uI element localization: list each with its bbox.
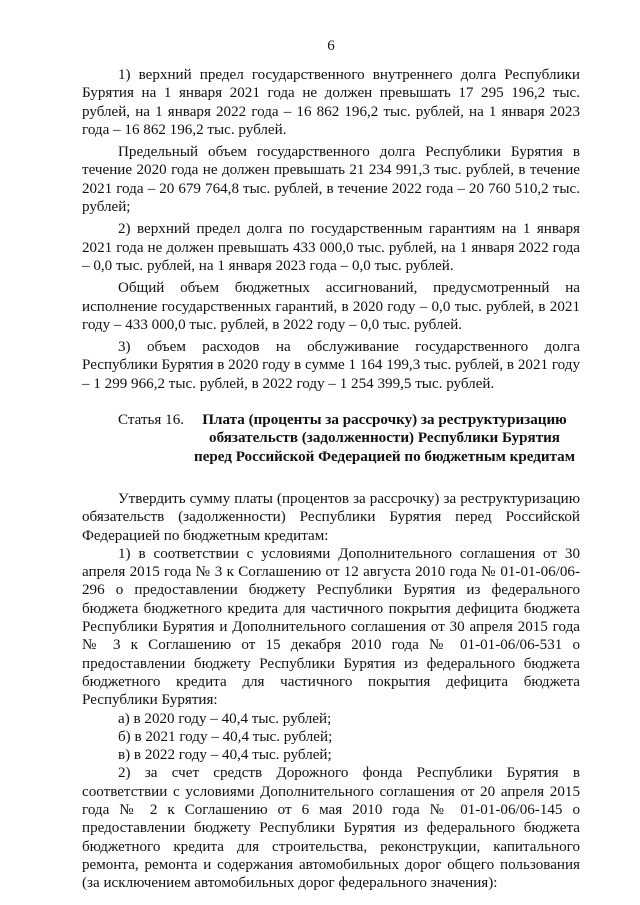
paragraph-debt-service: 3) объем расходов на обслуживание государственного долга Республики Бурятия в 2020 году в сумме 1 164 199,3 тыс. рублей, в 2021 году – 1 299 966,2 тыс. рублей, в 2022 году – 1 254 399,5 тыс. рублей. — [82, 339, 580, 392]
article-label: Статья 16. — [118, 412, 185, 429]
paragraph-guarantee-allocations: Общий объем бюджетных ассигнований, предусмотренный на исполнение государственных гарантий, в 2020 году – 0,0 тыс. рублей, в 2021 году – 433 000,0 тыс. рублей, в 2022 году – 0,0 тыс. рублей. — [82, 280, 580, 333]
article-item-2: 2) за счет средств Дорожного фонда Республики Бурятия в соответствии с условиями Дополнительного соглашения от 20 апреля 2015 года № 2 к Соглашению от 6 мая 2010 года № 01-01-06/06-145 о предоставлении бюджету Республики Бурятия из федерального бюджета бюджетного кредита для строительства, реконструкции, капитального ремонта, ремонта и содержания автомобильных дорог общего пользования (за исключением автомобильных дорог федерального значения): — [82, 765, 580, 892]
article-heading — [82, 411, 580, 466]
paragraph-debt-limit: 1) верхний предел государственного внутреннего долга Республики Бурятия на 1 января 2021 года не должен превышать 17 295 196,2 тыс. рублей, на 1 января 2022 года – 16 862 196,2 тыс. рублей, на 1 января 2023 года – 16 862 196,2 тыс. рублей. — [82, 67, 580, 138]
paragraph-guarantee-limit: 2) верхний предел долга по государственным гарантиям на 1 января 2021 года не должен превышать 433 000,0 тыс. рублей, на 1 января 2022 года – 0,0 тыс. рублей, на 1 января 2023 года – 0,0 тыс. рублей. — [82, 221, 580, 274]
article-item-1: 1) в соответствии с условиями Дополнительного соглашения от 30 апреля 2015 года № 3 к Соглашению от 12 августа 2010 года № 01-01-06/06-296 о предоставлении бюджету Республики Бурятия из федерального бюджета бюджетного кредита для частичного покрытия дефицита бюджета Республики Бурятия и Дополнительного соглашения от 30 апреля 2015 года № 3 к Соглашению от 15 декабря 2010 года № 01-01-06/06-531 о предоставлении бюджету Республики Бурятия из федерального бюджета бюджетного кредита для частичного покрытия дефицита бюджета Республики Бурятия: — [82, 545, 580, 709]
article-title: Плата (проценты за рассрочку) за реструктуризацию обязательств (задолженности) Республики Бурятия перед Российской Федерацией по бюджетным кредитам — [194, 412, 576, 465]
article-item-1b: б) в 2021 году – 40,4 тыс. рублей; — [118, 728, 333, 745]
document-body — [82, 66, 580, 892]
page-number: 6 — [327, 38, 335, 54]
article-intro: Утвердить сумму платы (процентов за рассрочку) за реструктуризацию обязательств (задолженности) Республики Бурятия перед Российской Федерацией по бюджетным кредитам: — [82, 490, 580, 544]
article-item-1a: а) в 2020 году – 40,4 тыс. рублей; — [118, 710, 332, 727]
paragraph-debt-volume: Предельный объем государственного долга Республики Бурятия в течение 2020 года не должен превышать 21 234 991,3 тыс. рублей, в течение 2021 года – 20 679 764,8 тыс. рублей, в течение 2022 года – 20 760 510,2 тыс. рублей; — [82, 144, 580, 216]
article-item-1c: в) в 2022 году – 40,4 тыс. рублей; — [118, 747, 332, 764]
